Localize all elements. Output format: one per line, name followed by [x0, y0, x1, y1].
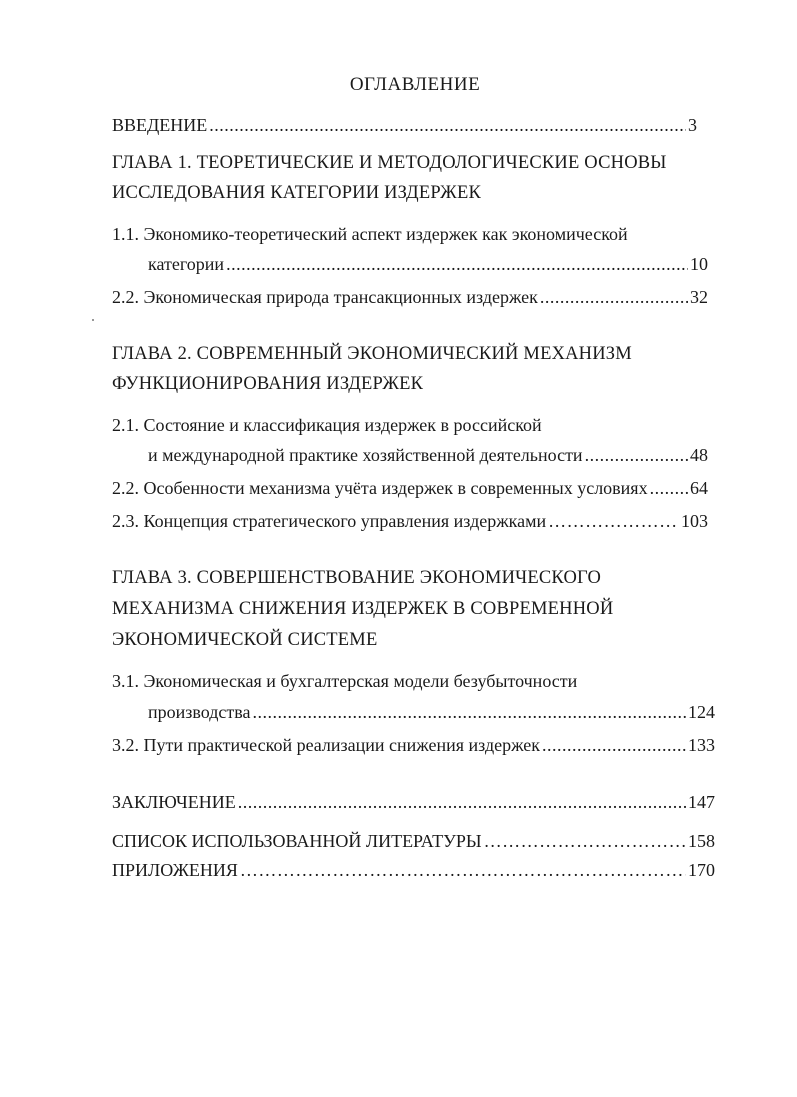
chapter-1-title-line-1[interactable]: ГЛАВА 1. ТЕОРЕТИЧЕСКИЕ И МЕТОДОЛОГИЧЕСКИЕ ОСНОВЫ: [112, 153, 667, 173]
dot-leader: [542, 733, 686, 757]
dot-leader: [209, 113, 686, 137]
dot-leader: [226, 252, 688, 276]
toc-entry-section-2-1[interactable]: [148, 443, 708, 467]
toc-entry-label: ЗАКЛЮЧЕНИЕ: [112, 792, 236, 812]
toc-entry-label: 2.3. Концепция стратегического управления издержками: [112, 511, 547, 531]
chapter-3-title-line-3[interactable]: ЭКОНОМИЧЕСКОЙ СИСТЕМЕ: [112, 630, 378, 650]
toc-entry-section-3-1-line-1: [112, 669, 577, 693]
toc-entry-label: и международной практике хозяйственной деятельности: [148, 445, 583, 465]
toc-page-number: 158: [688, 831, 715, 851]
dot-leader: [238, 790, 686, 814]
toc-entry-label: 2.1. Состояние и классификация издержек в российской: [112, 415, 542, 435]
toc-entry-label: 3.2. Пути практической реализации снижения издержек: [112, 735, 541, 755]
scan-speck: [92, 319, 94, 321]
dot-leader: [650, 476, 688, 500]
toc-page-number: 103: [681, 511, 708, 531]
toc-page-number: 3: [688, 115, 697, 135]
dot-leader: [540, 285, 688, 309]
toc-entry-label: ПРИЛОЖЕНИЯ: [112, 860, 238, 880]
chapter-3-title-line-2[interactable]: МЕХАНИЗМА СНИЖЕНИЯ ИЗДЕРЖЕК В СОВРЕМЕННОЙ: [112, 599, 614, 619]
toc-entry-label: 2.2. Особенности механизма учёта издержек в современных условиях: [112, 478, 648, 498]
toc-entry-section-3-2[interactable]: [112, 733, 715, 757]
toc-page-number: 48: [690, 445, 708, 465]
toc-entry-label: 2.2. Экономическая природа трансакционных издержек: [112, 287, 538, 307]
chapter-2-title-line-2[interactable]: ФУНКЦИОНИРОВАНИЯ ИЗДЕРЖЕК: [112, 374, 424, 394]
toc-page-number: 133: [688, 735, 715, 755]
toc-entry-appendix[interactable]: [112, 858, 715, 882]
toc-entry-label: ВВЕДЕНИЕ: [112, 115, 208, 135]
toc-page-number: 170: [688, 860, 715, 880]
toc-entry-section-1-1[interactable]: [148, 252, 708, 276]
toc-entry-label: производства: [148, 702, 251, 722]
toc-entry-label: 3.1. Экономическая и бухгалтерская модели безубыточности: [112, 671, 578, 691]
chapter-3-title-line-1[interactable]: ГЛАВА 3. СОВЕРШЕНСТВОВАНИЕ ЭКОНОМИЧЕСКОГО: [112, 568, 602, 588]
toc-entry-section-2-3[interactable]: [112, 509, 708, 533]
dot-leader: [240, 858, 686, 882]
dot-leader: [253, 700, 687, 724]
toc-entry-label: 1.1. Экономико-теоретический аспект издержек как экономической: [112, 224, 628, 244]
page-title: ОГЛАВЛЕНИЕ: [349, 74, 481, 95]
toc-entry-introduction[interactable]: [112, 113, 697, 137]
dot-leader: [548, 509, 679, 533]
toc-entry-label: категории: [148, 254, 225, 274]
toc-entry-section-2-2-transaction[interactable]: [112, 285, 708, 309]
toc-entry-section-3-1[interactable]: [148, 700, 715, 724]
chapter-1-title-line-2[interactable]: ИССЛЕДОВАНИЯ КАТЕГОРИИ ИЗДЕРЖЕК: [112, 183, 482, 203]
toc-page-number: 10: [690, 254, 708, 274]
toc-entry-label: СПИСОК ИСПОЛЬЗОВАННОЙ ЛИТЕРАТУРЫ: [112, 831, 482, 851]
toc-page-number: 32: [690, 287, 708, 307]
toc-page-number: 147: [688, 792, 715, 812]
toc-entry-section-1-1-line-1: [112, 222, 628, 246]
dot-leader: [484, 829, 686, 853]
toc-entry-section-2-2[interactable]: [112, 476, 708, 500]
chapter-2-title-line-1[interactable]: ГЛАВА 2. СОВРЕМЕННЫЙ ЭКОНОМИЧЕСКИЙ МЕХАНИЗМ: [112, 344, 632, 364]
toc-page-number: 124: [688, 702, 715, 722]
toc-entry-section-2-1-line-1: [112, 413, 542, 437]
toc-entry-conclusion[interactable]: [112, 790, 715, 814]
toc-entry-references[interactable]: [112, 829, 715, 853]
dot-leader: [585, 443, 688, 467]
toc-page-number: 64: [690, 478, 708, 498]
